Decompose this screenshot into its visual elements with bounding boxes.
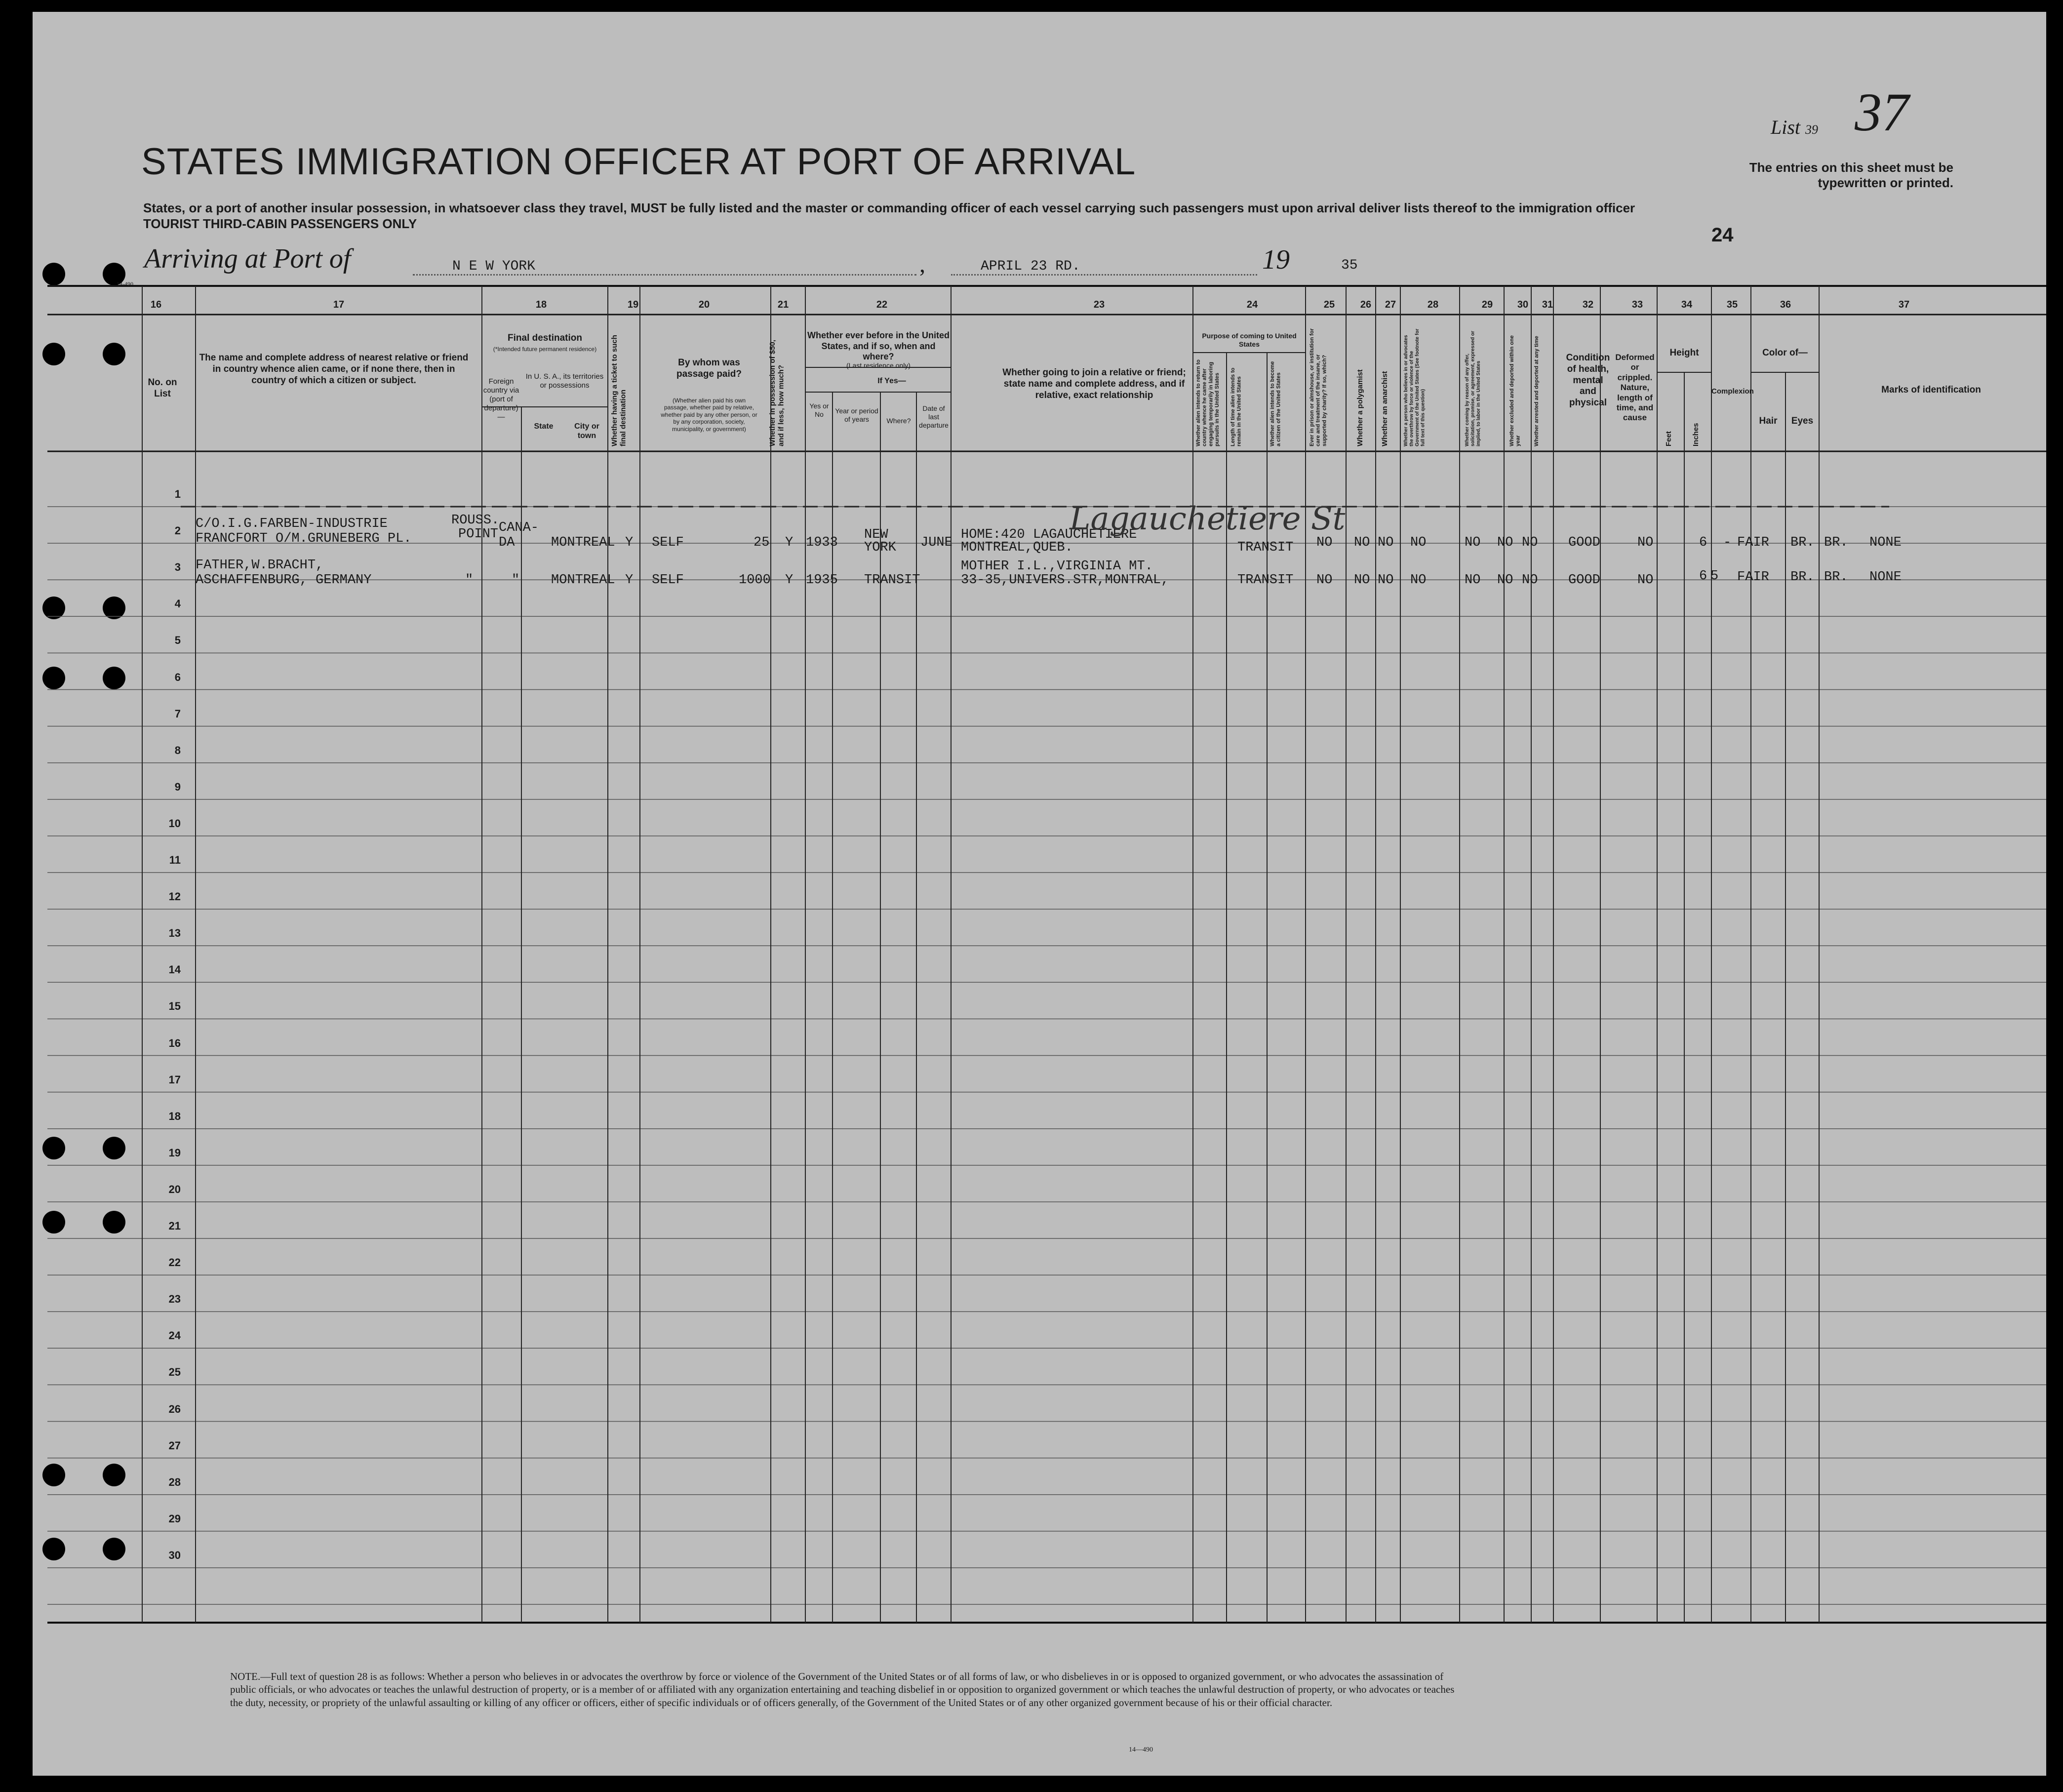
row2-hair: BR. xyxy=(1790,535,1815,550)
header-feet: Feet xyxy=(1665,431,1673,446)
footnote-question-28: NOTE.—Full text of question 28 is as follows: Whether a person who believes in or advocates the overthrow by force or violence of the Government of the United States or of all forms of law, or who disbelieves in or is opposed to organized government, or who advocates the assassination of public officials, or who advocates or teaches the unlawful destruction of property, or is a member of or affiliated with any organization entertaining and teaching disbelief in or opposition to organized government or which teaches the unlawful destruction of property, or who advocates or teaches the duty, necessity, or propriety of the unlawful assaulting or killing of any officer or officers, either of specific individuals or of officers generally, of the Government of the United States or of any other organized government because of his or their official character. xyxy=(230,1671,1455,1709)
row-number: 29 xyxy=(168,1512,181,1525)
row3-inches: 5 xyxy=(1710,569,1719,584)
row3-complexion: FAIR xyxy=(1737,570,1769,585)
row2-before: Y xyxy=(785,535,793,550)
col-number: 36 xyxy=(1780,299,1791,310)
header-city: City or town xyxy=(574,422,599,440)
header-last-residence: (Last residence only) xyxy=(846,361,911,369)
row2-deformed: NO xyxy=(1637,535,1654,550)
col-number: 28 xyxy=(1427,299,1439,310)
header-anarchist: Whether an anarchist xyxy=(1381,371,1389,446)
header-question-28: Whether a person who believes in or advocates the overthrow by force or violence of the Government of the United States (See footnote for full text of this question) xyxy=(1403,328,1426,446)
row3-before: Y xyxy=(785,573,793,588)
col-number: 26 xyxy=(1360,299,1372,310)
header-ticket: Whether having a ticket to such final destination xyxy=(610,335,628,446)
row-number: 26 xyxy=(168,1402,181,1415)
col-number: 34 xyxy=(1681,299,1693,310)
row-number: 24 xyxy=(168,1329,181,1342)
row2-where-2: YORK xyxy=(864,540,896,555)
header-yes-no: Yes or No xyxy=(809,402,829,418)
row3-state: " xyxy=(512,573,520,588)
row-number: 16 xyxy=(168,1036,181,1049)
header-hair: Hair xyxy=(1759,416,1778,426)
arrival-date: APRIL 23 RD. xyxy=(951,259,1257,276)
manifest-sheet xyxy=(33,12,2046,1776)
header-health: Condition of health, mental and physical xyxy=(1566,353,1610,408)
header-complexion: Complexion xyxy=(1711,387,1754,396)
row2-health: GOOD xyxy=(1568,535,1600,550)
row3-q29: NO xyxy=(1465,573,1481,588)
row-number: 23 xyxy=(168,1293,181,1306)
list-number-handwritten: 37 xyxy=(1855,82,1909,142)
col-number: 27 xyxy=(1385,299,1396,310)
row-number: 21 xyxy=(168,1220,181,1232)
row3-q26: NO xyxy=(1354,573,1370,588)
row-number: 9 xyxy=(174,780,181,793)
row2-foreign-1: ROUSS. xyxy=(451,513,500,528)
footnote-form-number: 14—490 xyxy=(1129,1746,1153,1753)
header-year: Year or period of years xyxy=(835,407,878,423)
header-no-on-list: No. on List xyxy=(148,377,177,399)
header-relative: The name and complete address of nearest relative or friend in country whence alien came, or if none there, then in country of which a citizen or subject. xyxy=(199,353,469,386)
form-mark: 14-490 xyxy=(117,280,133,287)
col-number: 25 xyxy=(1323,299,1335,310)
form-title: STATES IMMIGRATION OFFICER AT PORT OF ARRIVAL xyxy=(141,141,1136,183)
row2-q26: NO xyxy=(1354,535,1370,550)
port-of-arrival: N E W YORK xyxy=(413,259,916,276)
row-number: 4 xyxy=(174,597,181,610)
row3-city: MONTREAL xyxy=(551,573,615,588)
header-passage-note: (Whether alien paid his own passage, whether paid by relative, whether paid by any other person, or by any corporation, society, municipality, or government) xyxy=(661,397,757,433)
row2-purpose: TRANSIT xyxy=(1237,540,1294,555)
row2-marks: NONE xyxy=(1869,535,1902,550)
manifest-grid xyxy=(33,12,2046,1776)
header-final-destination-note: (*Intended future permanent residence) xyxy=(493,346,597,353)
header-prison: Ever in prison or almshouse, or institution for care and treatment of the insane, or supported by charity? If so, which? xyxy=(1309,328,1328,446)
row2-paid-by: SELF xyxy=(652,535,684,550)
row3-health: GOOD xyxy=(1568,573,1600,588)
col-number: 21 xyxy=(777,299,789,310)
header-inches: Inches xyxy=(1692,423,1700,446)
col-number: 24 xyxy=(1246,299,1258,310)
header-eyes: Eyes xyxy=(1791,416,1814,426)
col-number: 22 xyxy=(876,299,888,310)
header-labor-offer: Whether coming by reason of any offer, solicitation, promise, or agreement, expressed or implied, to labor in the United States xyxy=(1465,331,1481,446)
arrival-year: 35 xyxy=(1341,258,1358,273)
col-number: 35 xyxy=(1726,299,1738,310)
col-number: 20 xyxy=(698,299,710,310)
row2-ticket: Y xyxy=(625,535,634,550)
header-purpose: Purpose of coming to United States xyxy=(1202,332,1297,348)
row3-relative-line1: FATHER,W.BRACHT, xyxy=(196,558,324,573)
row-number: 17 xyxy=(168,1073,181,1086)
row2-foreign-2: POINT xyxy=(458,527,499,542)
row2-relative-line2: FRANCFORT O/M.GRUNEBERG PL. xyxy=(196,531,412,546)
arriving-label: Arriving at Port of xyxy=(144,243,351,274)
row2-departure: JUNE xyxy=(920,535,952,550)
row-number: 14 xyxy=(168,963,181,976)
header-join-relative: Whether going to join a relative or friend; state name and complete address, and if relative, exact relationship xyxy=(1002,367,1186,400)
row2-where-1: NEW xyxy=(864,527,888,542)
header-purpose-citizen: Whether alien intends to become a citizen of the United States xyxy=(1270,361,1282,446)
row-number: 3 xyxy=(174,561,181,574)
col-number: 32 xyxy=(1582,299,1594,310)
header-where: Where? xyxy=(886,417,911,425)
header-state: State xyxy=(534,422,554,431)
row3-join-2: 33-35,UNIVERS.STR,MONTRAL, xyxy=(961,573,1169,588)
header-height: Height xyxy=(1669,348,1699,358)
row2-join-1: HOME:420 LAGAUCHETIERE xyxy=(961,527,1137,542)
header-if-yes: If Yes— xyxy=(877,377,906,385)
sheet-number: 24 xyxy=(1711,224,1734,246)
row-number: 5 xyxy=(174,634,181,647)
year-label: 19 xyxy=(1262,244,1290,275)
row2-feet: 6 xyxy=(1699,535,1707,550)
col-number: 31 xyxy=(1542,299,1553,310)
comma-mark: , xyxy=(919,251,925,278)
row-number: 11 xyxy=(169,854,181,866)
row-number: 27 xyxy=(168,1439,181,1452)
row2-eyes: BR. xyxy=(1824,535,1848,550)
header-arrested: Whether arrested and deported at any time xyxy=(1534,336,1540,446)
typewritten-note: The entries on this sheet must be typewritten or printed. xyxy=(1749,160,1953,190)
row2-relative-line1: C/O.I.G.FARBEN-INDUSTRIE xyxy=(196,517,388,531)
row3-marks: NONE xyxy=(1869,570,1902,585)
header-money: Whether in possession of $50, and if less, how much? xyxy=(768,340,786,446)
col-number: 29 xyxy=(1481,299,1493,310)
row3-where: TRANSIT xyxy=(864,573,920,588)
col-number: 18 xyxy=(535,299,547,310)
row-number: 8 xyxy=(174,744,181,757)
row2-q28: NO xyxy=(1410,535,1427,550)
row3-deformed: NO xyxy=(1637,573,1654,588)
row-number: 10 xyxy=(168,817,181,830)
header-purpose-length: Length of time alien intends to remain in the United States xyxy=(1230,367,1242,446)
header-excluded: Whether excluded and deported within one year xyxy=(1509,335,1521,446)
col-number: 23 xyxy=(1093,299,1105,310)
col-number: 33 xyxy=(1631,299,1643,310)
row3-hair: BR. xyxy=(1790,570,1815,585)
header-before-in-us: Whether ever before in the United States, and if so, when and where? xyxy=(807,330,950,362)
header-marks: Marks of identification xyxy=(1881,385,1981,395)
row-number: 6 xyxy=(174,671,181,683)
row2-q25: NO xyxy=(1316,535,1333,550)
row3-year: 1935 xyxy=(806,573,838,588)
row-number: 13 xyxy=(168,927,181,940)
col-number: 16 xyxy=(150,299,162,310)
header-in-usa: In U. S. A., its territories or possessions xyxy=(525,372,604,390)
row-number: 19 xyxy=(168,1146,181,1159)
header-date-departure: Date of last departure xyxy=(919,404,949,429)
row3-feet: 6 xyxy=(1699,569,1707,584)
row2-q29: NO xyxy=(1465,535,1481,550)
row2-q27: NO xyxy=(1378,535,1394,550)
header-polygamist: Whether a polygamist xyxy=(1356,369,1364,446)
row2-city: MONTREAL xyxy=(551,535,615,550)
row3-paid-by: SELF xyxy=(652,573,684,588)
row-number: 30 xyxy=(168,1549,181,1561)
row-number: 18 xyxy=(168,1110,181,1122)
row3-ticket: Y xyxy=(625,573,634,588)
handwritten-correction: Lagauchetiere St xyxy=(1070,501,1346,537)
header-purpose-return: Whether alien intends to return to country whence he came after engaging temporarily in laboring pursuits in the United States xyxy=(1195,359,1220,446)
row3-purpose: TRANSIT xyxy=(1237,573,1294,588)
row2-state-1: CANA- xyxy=(499,520,539,535)
row-number: 15 xyxy=(168,1000,181,1013)
col-number: 19 xyxy=(627,299,639,310)
row2-state-2: DA xyxy=(499,535,515,550)
row3-eyes: BR. xyxy=(1824,570,1848,585)
row3-foreign: " xyxy=(465,573,474,588)
row3-q27: NO xyxy=(1378,573,1394,588)
row2-complexion: FAIR xyxy=(1737,535,1769,550)
col-number: 17 xyxy=(333,299,345,310)
row-number: 7 xyxy=(174,707,181,720)
form-instructions: States, or a port of another insular possession, in whatsoever class they travel, MUST be fully listed and the master or commanding officer of each vessel carrying such passengers must upon arrival deliver lists thereof to the immigration officer xyxy=(143,200,1635,215)
row3-q28: NO xyxy=(1410,573,1427,588)
row2-join-2: MONTREAL,QUEB. xyxy=(961,540,1073,555)
row3-money: 1000 xyxy=(739,573,771,588)
header-foreign-country: Foreign country via (port of departure)— xyxy=(483,377,519,421)
col-number: 30 xyxy=(1517,299,1529,310)
header-passage-paid: By whom was passage paid? xyxy=(676,358,742,379)
row-number: 12 xyxy=(168,890,181,903)
col-number: 37 xyxy=(1898,299,1910,310)
row2-q30: NO xyxy=(1497,535,1513,550)
header-final-destination: Final destination xyxy=(508,333,582,343)
header-deformed: Deformed or crippled. Nature, length of time, and cause xyxy=(1615,353,1655,423)
row3-q30: NO xyxy=(1497,573,1513,588)
row3-q25: NO xyxy=(1316,573,1333,588)
row-number: 2 xyxy=(174,524,181,537)
row2-money: 25 xyxy=(754,535,770,550)
row-number: 25 xyxy=(168,1366,181,1379)
row-number: 20 xyxy=(168,1183,181,1195)
row3-relative-line2: ASCHAFFENBURG, GERMANY xyxy=(196,573,372,588)
row3-q31: NO xyxy=(1522,573,1538,588)
form-class: TOURIST THIRD-CABIN PASSENGERS ONLY xyxy=(143,216,417,231)
row2-year: 1933 xyxy=(806,535,838,550)
row-number: 22 xyxy=(168,1256,181,1269)
row2-q31: NO xyxy=(1522,535,1538,550)
row-number: 1 xyxy=(174,488,181,500)
header-color-of: Color of— xyxy=(1762,348,1808,358)
row2-inches: - xyxy=(1723,535,1732,550)
list-label: List 39 xyxy=(1771,116,1819,138)
row3-join-1: MOTHER I.L.,VIRGINIA MT. xyxy=(961,559,1153,574)
row-number: 28 xyxy=(168,1475,181,1488)
